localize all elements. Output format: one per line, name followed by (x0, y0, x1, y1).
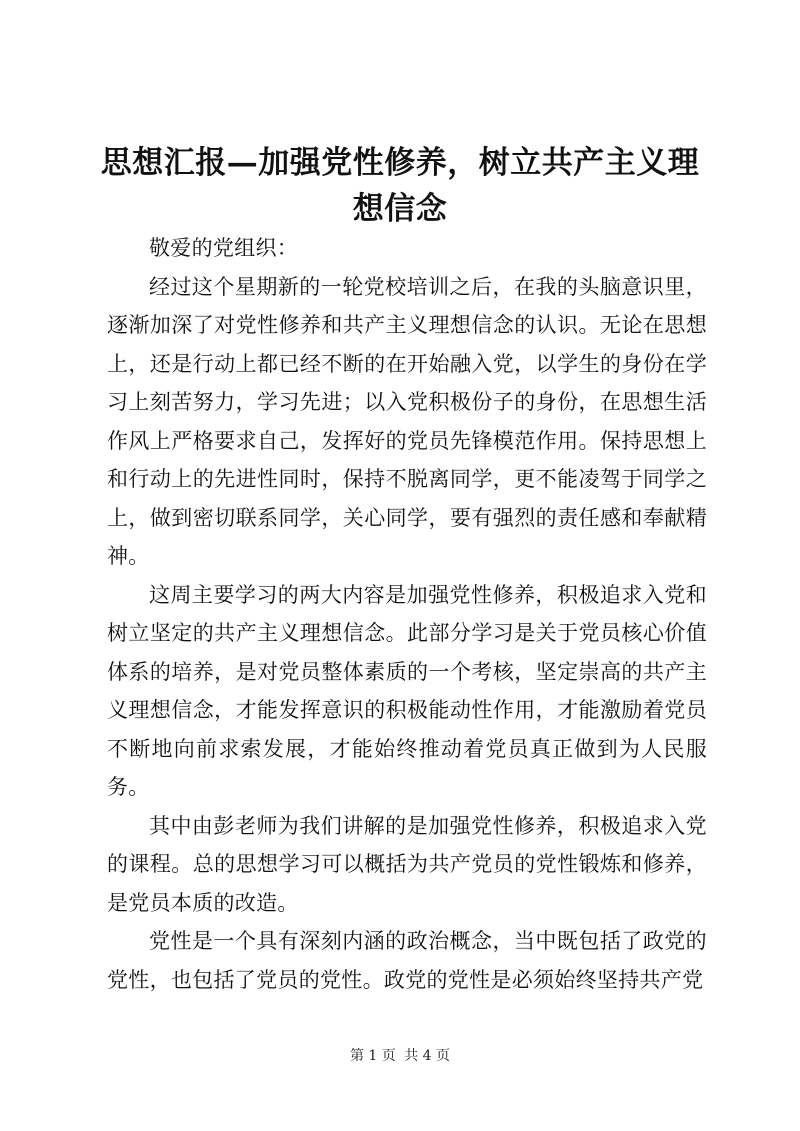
paragraph-1: 经过这个星期新的一轮党校培训之后，在我的头脑意识里，逐渐加深了对党性修养和共产主义理想信念的认识。无论在思想上，还是行动上都已经不断的在开始融入党，以学生的身份在学习上刻苦努力，学习先进；以入党积极份子的身份，在思想生活作风上严格要求自己，发挥好的党员先锋模范作用。保持思想上和行动上的先进性同时，保持不脱离同学，更不能凌驾于同学之上，做到密切联系同学，关心同学，要有强烈的责任感和奉献精神。 (107, 274, 707, 568)
page-total: 共 4 页 (404, 1048, 451, 1064)
paragraph-3: 其中由彭老师为我们讲解的是加强党性修养，积极追求入党的课程。总的思想学习可以概括为共产党员的党性锻炼和修养，是党员本质的改造。 (107, 813, 707, 915)
page-footer (0, 1046, 800, 1066)
salutation: 敬爱的党组织： (149, 236, 299, 260)
document-title: 思想汇报—加强党性修养，树立共产主义理想信念 (100, 145, 700, 227)
paragraph-4: 党性是一个具有深刻内涵的政治概念，当中既包括了政党的党性，也包括了党员的党性。政党的党性是必须始终坚持共产党 (107, 929, 707, 992)
page-number: 第 1 页 (349, 1048, 396, 1064)
paragraph-2: 这周主要学习的两大内容是加强党性修养，积极追求入党和树立坚定的共产主义理想信念。此部分学习是关于党员核心价值体系的培养，是对党员整体素质的一个考核，坚定崇高的共产主义理想信念，才能发挥意识的积极能动性作用，才能激励着党员不断地向前求索发展，才能始终推动着党员真正做到为人民服务。 (107, 582, 707, 799)
document-body (107, 229, 707, 999)
